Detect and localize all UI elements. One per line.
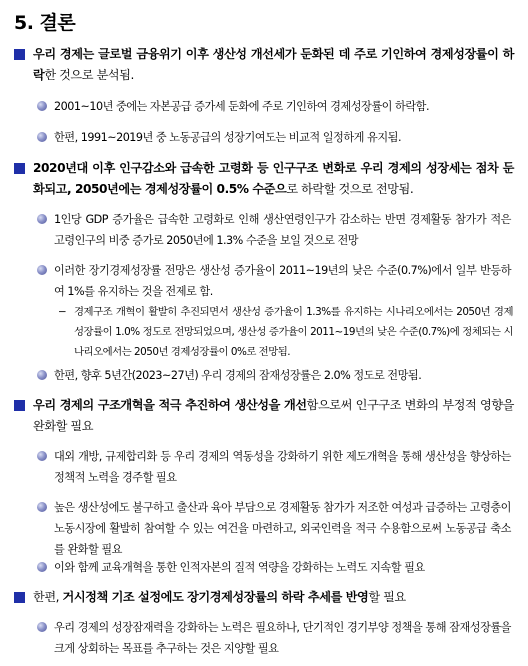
item-text xyxy=(54,209,511,251)
sub-bullet xyxy=(37,557,511,578)
item-text xyxy=(54,557,511,578)
item-text xyxy=(74,302,513,362)
conclusion-point-1 xyxy=(14,44,514,86)
item-text xyxy=(54,127,511,148)
text-run: 경제구조 개혁이 활발히 추진되면서 생산성 증가율이 1.3%를 유지하는 시나리오에서는 2050년 경제성장률이 1.0% 정도로 전망되었으며, 생산성 증가율이 2011~19년의 낮은 수준(0.7%)에 정체되는 시나리오에서는 2050년 경제성장률이 0%로 전망됨. xyxy=(74,306,513,358)
bold-text: 거시정책 기조 설정에도 장기경제성장률의 하락 추세를 반영 xyxy=(62,590,369,604)
circle-bullet-icon xyxy=(37,451,47,461)
item-text xyxy=(33,395,514,437)
sub-bullet xyxy=(37,127,511,148)
item-text xyxy=(54,617,511,659)
sub-bullet xyxy=(37,260,511,302)
circle-bullet-icon xyxy=(37,214,47,224)
sub-bullet xyxy=(37,96,511,117)
square-bullet-icon xyxy=(14,163,25,174)
circle-bullet-icon xyxy=(37,101,47,111)
item-text xyxy=(54,365,511,386)
text-run: 로 하락할 것으로 전망됨. xyxy=(286,182,414,196)
item-text xyxy=(54,497,511,560)
item-text xyxy=(33,587,514,608)
text-run: 높은 생산성에도 불구하고 출산과 육아 부담으로 경제활동 참가가 저조한 여성과 급증하는 고령층이 노동시장에 활발히 참여할 수 있는 여건을 마련하고, 외국인력을 적극 수용함으로써 노동공급 축소를 완화할 필요 xyxy=(54,501,511,556)
bold-text: 우리 경제는 글로벌 금융위기 이후 생산성 개선세가 둔화된 데 주로 기인하여 경제성장률이 하락 xyxy=(33,47,514,82)
text-run: 이러한 장기경제성장률 전망은 생산성 증가율이 2011~19년의 낮은 수준(0.7%)에서 일부 반등하여 1%를 유지하는 것을 전제로 함. xyxy=(54,264,511,298)
circle-bullet-icon xyxy=(37,265,47,275)
text-run: 한편, 향후 5년간(2023~27년) 우리 경제의 잠재성장률은 2.0% 정도로 전망됨. xyxy=(54,369,422,382)
sub-bullet xyxy=(37,497,511,560)
sub-bullet xyxy=(37,209,511,251)
text-run: 한편, 1991~2019년 중 노동공급의 성장기여도는 비교적 일정하게 유지됨. xyxy=(54,131,402,144)
item-text xyxy=(33,44,514,86)
dash-item xyxy=(58,302,513,362)
text-run: 할 필요 xyxy=(368,590,406,604)
conclusion-point-2 xyxy=(14,158,514,200)
square-bullet-icon xyxy=(14,49,25,60)
text-run: 2001~10년 중에는 자본공급 증가세 둔화에 주로 기인하여 경제성장률이 하락함. xyxy=(54,100,429,113)
circle-bullet-icon xyxy=(37,562,47,572)
conclusion-point-3 xyxy=(14,395,514,437)
square-bullet-icon xyxy=(14,400,25,411)
item-text xyxy=(54,260,511,302)
item-text xyxy=(54,446,511,488)
circle-bullet-icon xyxy=(37,132,47,142)
conclusion-point-4 xyxy=(14,587,514,608)
item-text xyxy=(54,96,511,117)
section-title: 5. 결론 xyxy=(14,12,76,34)
sub-bullet xyxy=(37,365,511,386)
bold-text: 2020년대 이후 인구감소와 급속한 고령화 등 인구구조 변화로 우리 경제의 성장세는 점차 둔화되고, 2050년에는 경제성장률이 0.5% 수준으 xyxy=(33,161,514,196)
dash-marker: − xyxy=(58,306,67,318)
text-run: 1인당 GDP 증가율은 급속한 고령화로 인해 생산연령인구가 감소하는 반면 경제활동 참가가 적은 고령인구의 비중 증가로 2050년에 1.3% 수준을 보일 것으로 전망 xyxy=(54,213,511,247)
circle-bullet-icon xyxy=(37,370,47,380)
circle-bullet-icon xyxy=(37,622,47,632)
item-text xyxy=(33,158,514,200)
sub-bullet xyxy=(37,617,511,659)
text-run: 우리 경제의 성장잠재력을 강화하는 노력은 필요하나, 단기적인 경기부양 정책을 통해 잠재성장률을 크게 상회하는 목표를 추구하는 것은 지양할 필요 xyxy=(54,621,511,655)
text-run: 한편, xyxy=(33,590,63,604)
text-run: 함으로써 인구구조 변화의 부정적 영향을 완화할 필요 xyxy=(33,398,514,433)
text-run: 대외 개방, 규제합리화 등 우리 경제의 역동성을 강화하기 위한 제도개혁을 통해 생산성을 향상하는 정책적 노력을 경주할 필요 xyxy=(54,450,511,484)
sub-bullet xyxy=(37,446,511,488)
circle-bullet-icon xyxy=(37,502,47,512)
square-bullet-icon xyxy=(14,592,25,603)
bold-text: 우리 경제의 구조개혁을 적극 추진하여 생산성을 개선 xyxy=(33,398,307,412)
text-run: 이와 함께 교육개혁을 통한 인적자본의 질적 역량을 강화하는 노력도 지속할 필요 xyxy=(54,561,425,574)
text-run: 한 것으로 분석됨. xyxy=(44,68,134,82)
